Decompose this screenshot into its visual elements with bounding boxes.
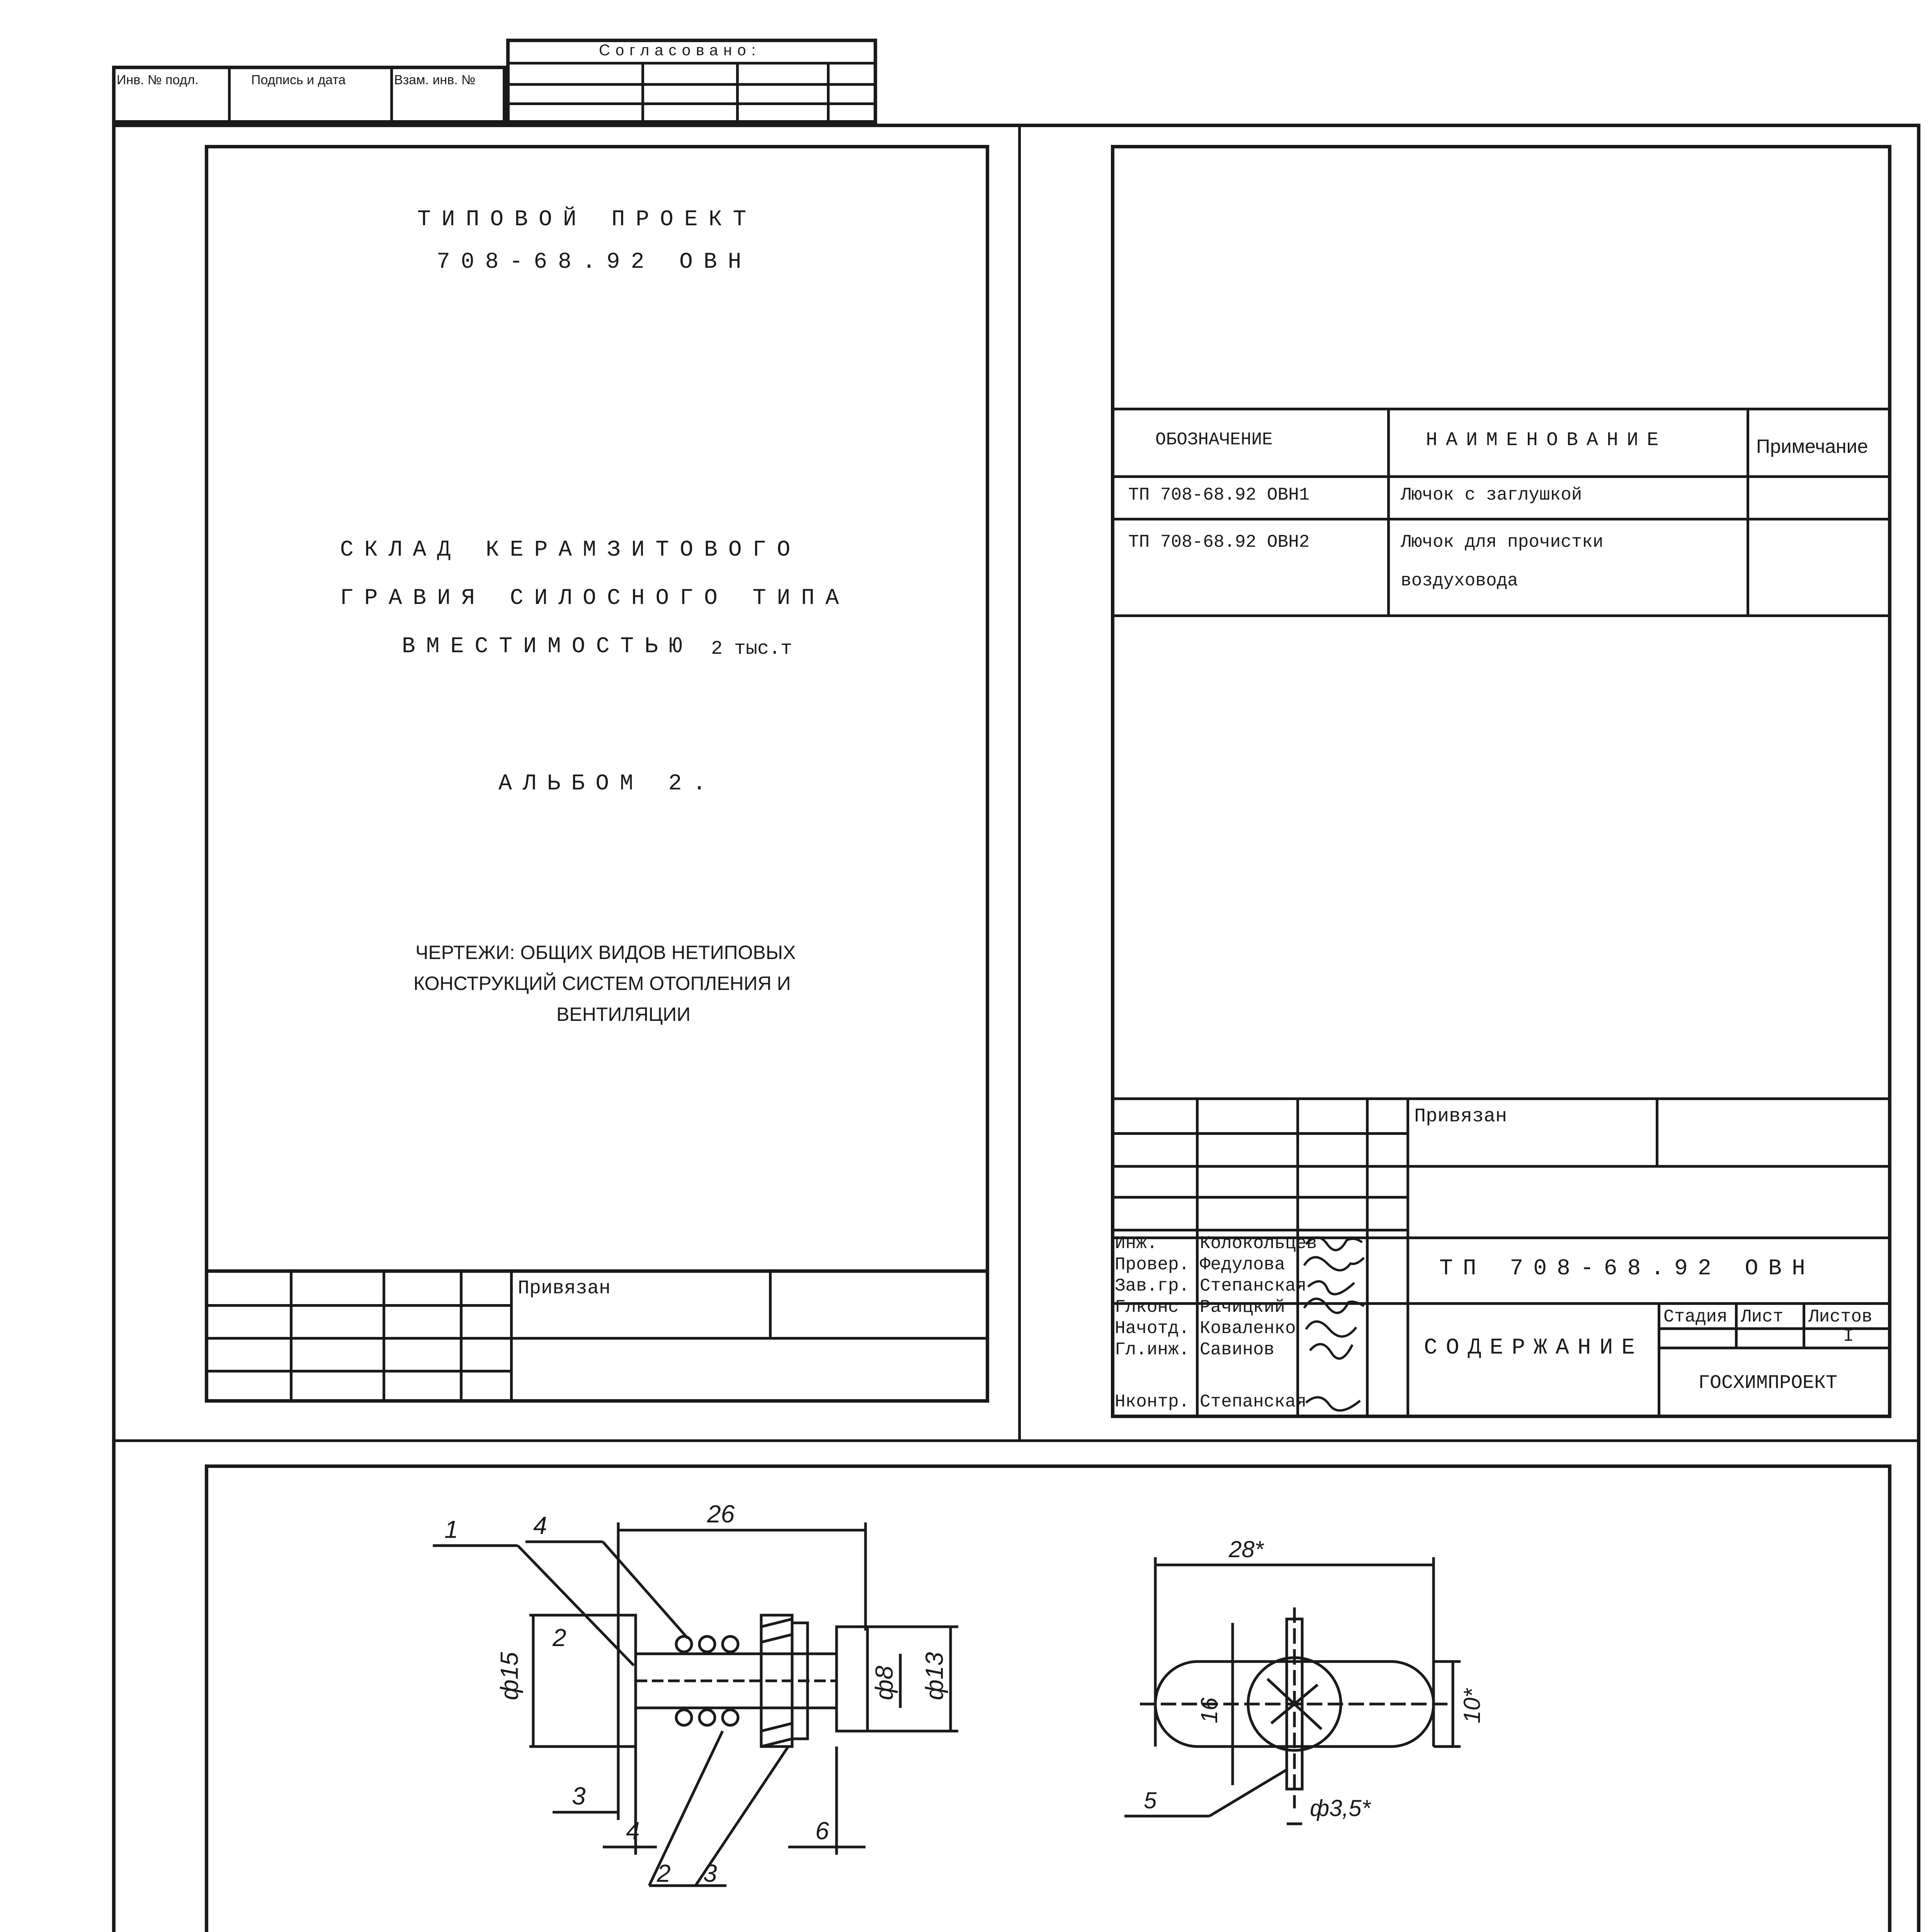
- callout-3: 3: [703, 1859, 717, 1887]
- approval-col-inv: Инв. № подл.: [117, 73, 199, 87]
- contents-sheet-title: СОДЕРЖАНИЕ: [1424, 1335, 1644, 1361]
- approval-agreed: Согласовано:: [599, 42, 761, 59]
- plug-front-view: [1101, 1530, 1526, 1847]
- callout-2: 2: [657, 1859, 671, 1887]
- dim-3-label: 3: [572, 1782, 586, 1810]
- callout-1: 1: [444, 1515, 458, 1543]
- contents-org: ГОСХИМПРОЕКТ: [1698, 1372, 1838, 1394]
- contents-signer-name: Рачицкий: [1200, 1297, 1285, 1317]
- dim-26-label: 26: [707, 1500, 735, 1528]
- contents-header-note: Примечание: [1756, 435, 1868, 457]
- cover-title3: ВМЕСТИМОСТЬЮ: [402, 634, 693, 659]
- cover-title3b: 2 тыс.т: [711, 638, 793, 660]
- contents-signer-name: Колокольцев: [1200, 1233, 1317, 1253]
- signatures-image: [1302, 1229, 1368, 1418]
- approval-col-sign: Подпись и дата: [251, 73, 346, 87]
- callout-5: 5: [1144, 1787, 1157, 1813]
- dim-d35-label: ф3,5*: [1310, 1795, 1371, 1821]
- cover-title1: СКЛАД КЕРАМЗИТОВОГО: [340, 537, 801, 563]
- contents-stage-label: Стадия: [1663, 1307, 1728, 1327]
- contents-signer-name: Савинов: [1200, 1340, 1275, 1360]
- contents-signer-role: Инж.: [1115, 1233, 1158, 1253]
- contents-code: ТП 708-68.92 ОВН: [1439, 1256, 1815, 1281]
- cover-album: АЛЬБОМ 2.: [498, 771, 717, 796]
- cover-privyazan: Привязан: [518, 1277, 611, 1299]
- contents-row2-name: Лючок для прочистки: [1401, 532, 1604, 552]
- contents-signer-role: Глконс: [1115, 1297, 1179, 1317]
- dim-16-label: 16: [1196, 1697, 1222, 1723]
- contents-signer-name: Федулова: [1200, 1255, 1285, 1275]
- contents-signer-role: Провер.: [1115, 1255, 1190, 1275]
- dim-4-label: 4: [626, 1817, 640, 1845]
- contents-privyazan: Привязан: [1414, 1105, 1507, 1128]
- cover-desc1: ЧЕРТЕЖИ: ОБЩИХ ВИДОВ НЕТИПОВЫХ: [415, 942, 796, 963]
- cover-line2: 708-68.92 ОВН: [437, 250, 752, 275]
- contents-sheet-label: Лист: [1741, 1307, 1784, 1327]
- contents-signer-role: Нконтр.: [1115, 1392, 1190, 1412]
- contents-header-name: НАИМЕНОВАНИЕ: [1426, 429, 1667, 451]
- plug-side-view: [386, 1499, 1005, 1932]
- dim-28-label: 28*: [1229, 1536, 1264, 1562]
- dim-d13-label: ф13: [920, 1652, 948, 1700]
- contents-row1-designation: ТП 708-68.92 ОВН1: [1128, 485, 1310, 505]
- dim-6-label: 6: [815, 1817, 829, 1845]
- dim-10-label: 10*: [1459, 1688, 1485, 1723]
- contents-signer-name: Степанская: [1200, 1392, 1307, 1412]
- contents-header-designation: ОБОЗНАЧЕНИЕ: [1155, 430, 1273, 450]
- contents-row1-name: Лючок с заглушкой: [1401, 485, 1582, 505]
- contents-signer-name: Коваленко: [1200, 1318, 1296, 1338]
- contents-sheets-label: Листов: [1808, 1307, 1872, 1327]
- cover-title2: ГРАВИЯ СИЛОСНОГО ТИПА: [340, 586, 850, 611]
- contents-signer-role: Зав.гр.: [1115, 1276, 1190, 1296]
- contents-row2-designation: ТП 708-68.92 ОВН2: [1128, 532, 1310, 552]
- dim-d15-label: ф15: [495, 1652, 523, 1700]
- frame-divider-vertical: [1018, 124, 1021, 1441]
- cover-desc3: ВЕНТИЛЯЦИИ: [556, 1003, 691, 1025]
- approval-col-vzam: Взам. инв. №: [394, 73, 476, 87]
- cover-line1: ТИПОВОЙ ПРОЕКТ: [417, 207, 757, 232]
- cover-desc2: КОНСТРУКЦИЙ СИСТЕМ ОТОПЛЕНИЯ И: [413, 973, 791, 994]
- contents-signer-role: Гл.инж.: [1115, 1340, 1190, 1360]
- dim-d8-label: ф8: [870, 1665, 898, 1700]
- callout-4: 4: [533, 1512, 547, 1539]
- contents-row3-name: воздуховода: [1401, 571, 1518, 591]
- dim-2-label: 2: [553, 1624, 566, 1651]
- contents-signer-name: Степанская: [1200, 1276, 1307, 1296]
- contents-signer-role: Начотд.: [1115, 1318, 1190, 1338]
- frame-divider-horizontal: [112, 1439, 1920, 1442]
- contents-sheets-value: I: [1843, 1326, 1854, 1346]
